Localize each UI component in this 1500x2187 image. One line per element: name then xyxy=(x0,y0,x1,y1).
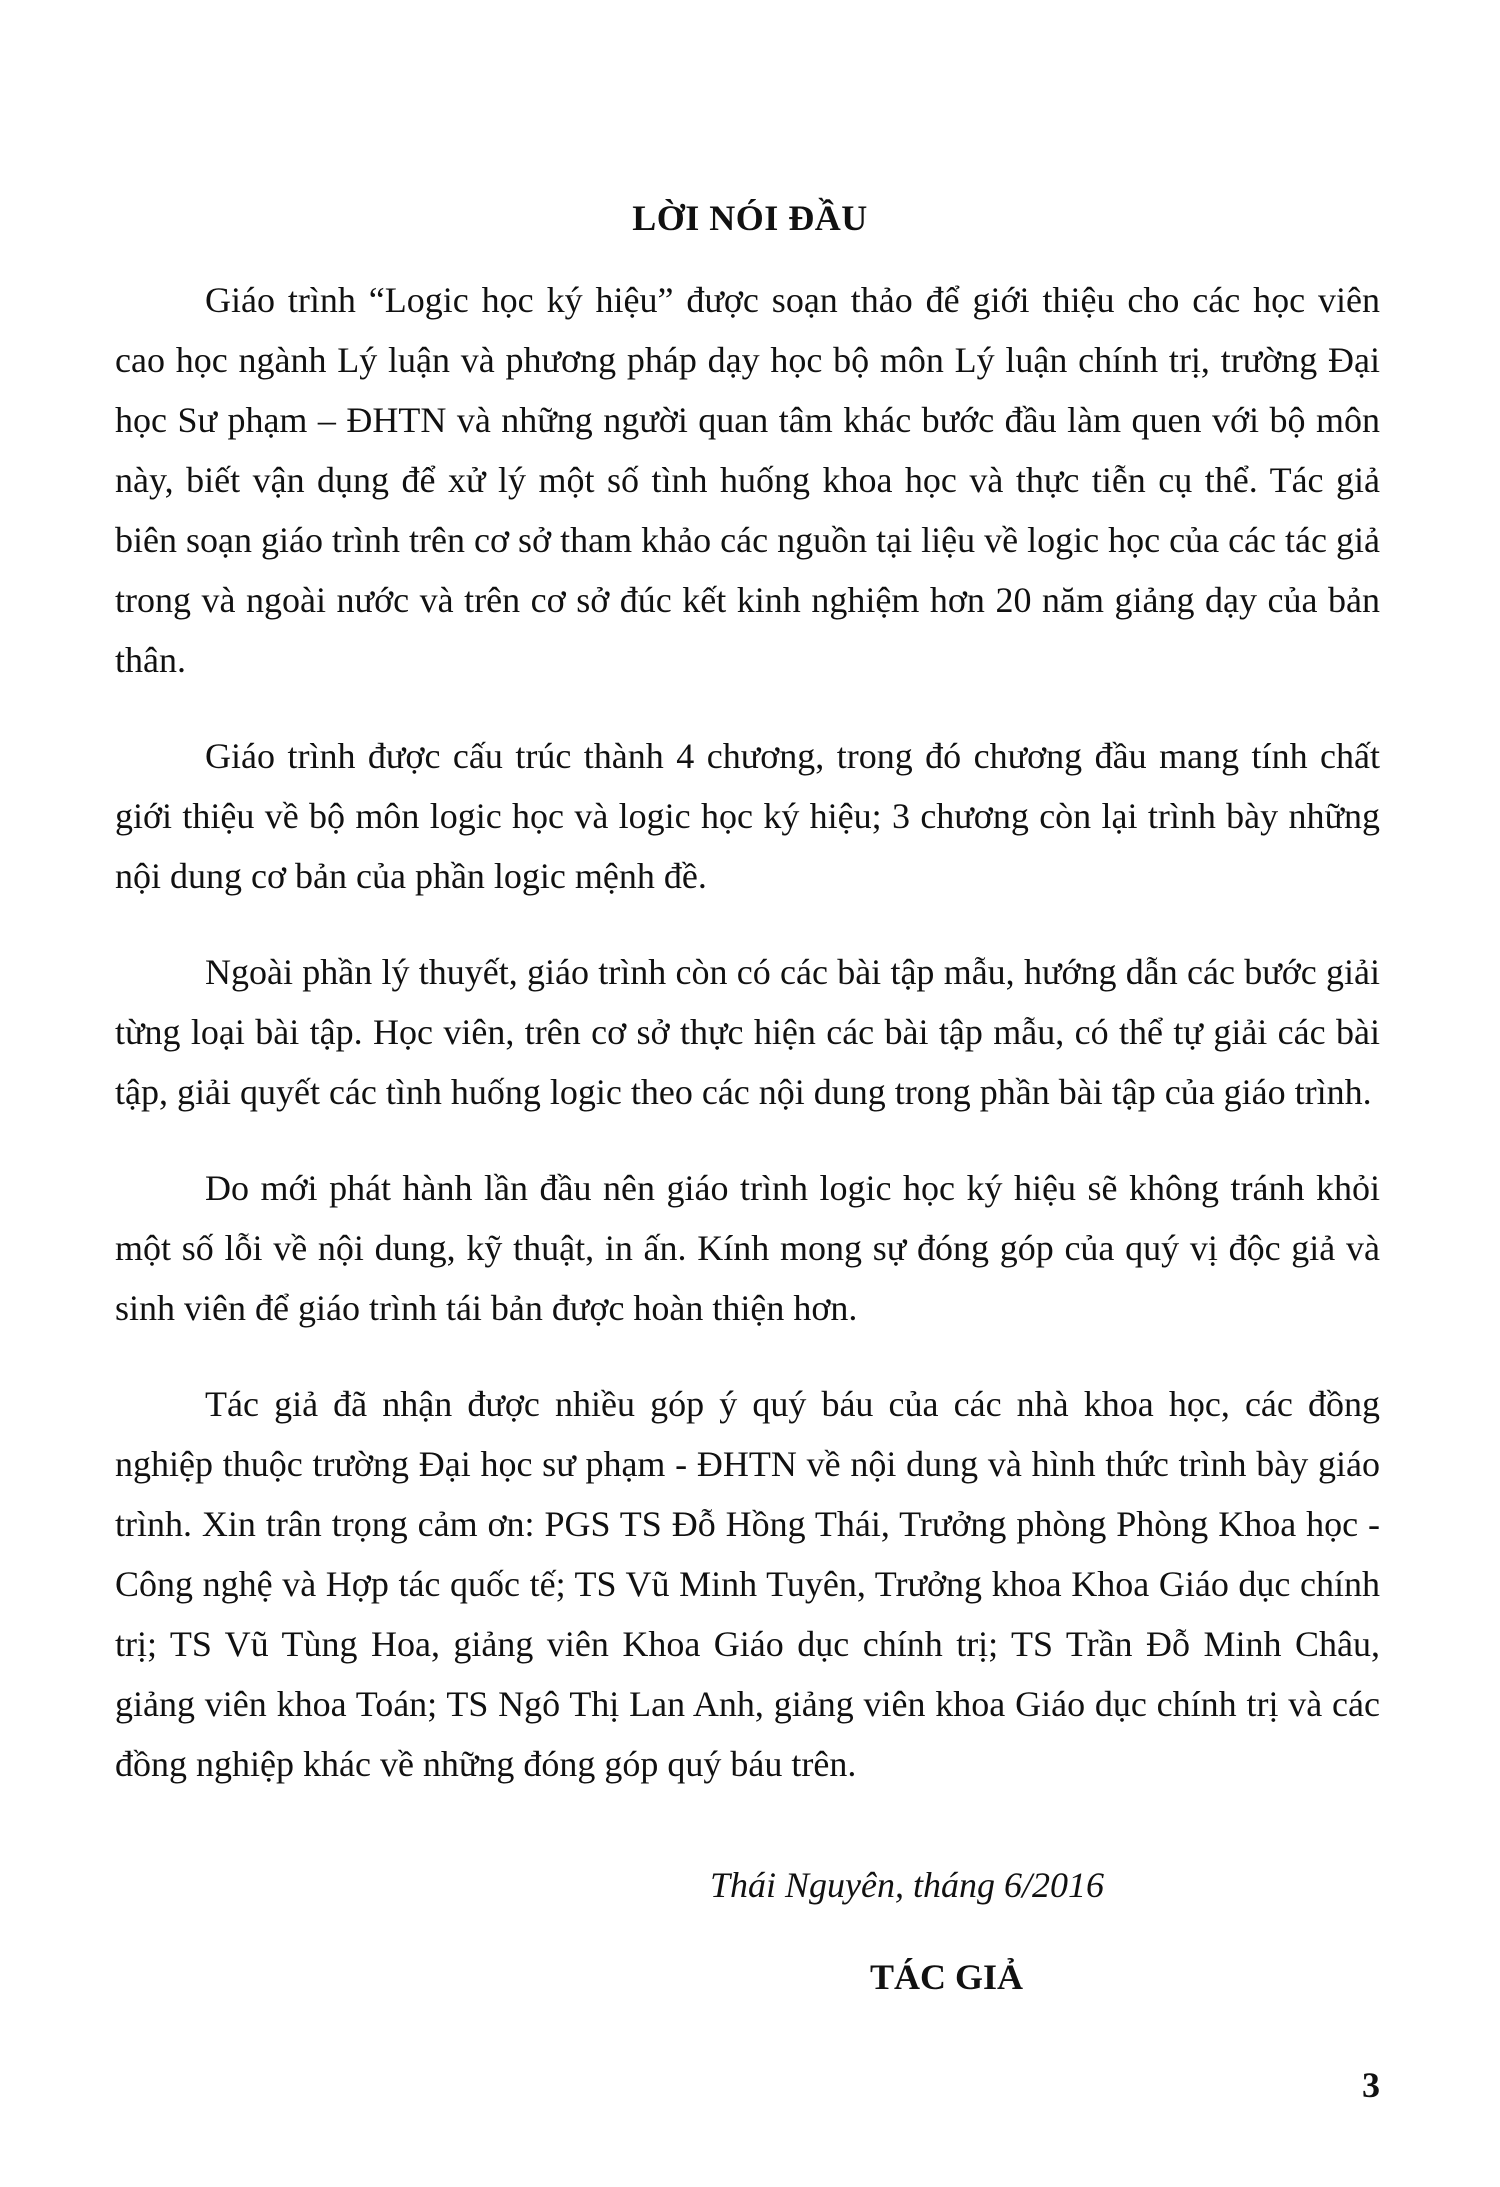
paragraph-4: Do mới phát hành lần đầu nên giáo trình logic học ký hiệu sẽ không tránh khỏi một số lỗi về nội dung, kỹ thuật, in ấn. Kính mong sự đóng góp của quý vị độc giả và sinh viên để giáo trình tái bản được hoàn thiện hơn. xyxy=(115,1168,1380,1328)
paragraph-1: Giáo trình “Logic học ký hiệu” được soạn thảo để giới thiệu cho các học viên cao học ngành Lý luận và phương pháp dạy học bộ môn Lý luận chính trị, trường Đại học Sư phạm – ĐHTN và những người quan tâm khác bước đầu làm quen với bộ môn này, biết vận dụng để xử lý một số tình huống khoa học và thực tiễn cụ thể. Tác giả biên soạn giáo trình trên cơ sở tham khảo các nguồn tại liệu về logic học của các tác giả trong và ngoài nước và trên cơ sở đúc kết kinh nghiệm hơn 20 năm giảng dạy của bản thân. xyxy=(115,280,1380,680)
page-number: 3 xyxy=(1362,2065,1380,2105)
signoff-place-date: Thái Nguyên, tháng 6/2016 xyxy=(710,1865,1104,1905)
body-text xyxy=(115,270,1380,1830)
paragraph-2: Giáo trình được cấu trúc thành 4 chương, trong đó chương đầu mang tính chất giới thiệu về bộ môn logic học và logic học ký hiệu; 3 chương còn lại trình bày những nội dung cơ bản của phần logic mệnh đề. xyxy=(115,736,1380,896)
page-title: LỜI NÓI ĐẦU xyxy=(632,198,868,238)
signoff-author: TÁC GIẢ xyxy=(870,1957,1024,1997)
paragraph-5: Tác giả đã nhận được nhiều góp ý quý báu của các nhà khoa học, các đồng nghiệp thuộc trường Đại học sư phạm - ĐHTN về nội dung và hình thức trình bày giáo trình. Xin trân trọng cảm ơn: PGS TS Đỗ Hồng Thái, Trưởng phòng Phòng Khoa học - Công nghệ và Hợp tác quốc tế; TS Vũ Minh Tuyên, Trưởng khoa Khoa Giáo dục chính trị; TS Vũ Tùng Hoa, giảng viên Khoa Giáo dục chính trị; TS Trần Đỗ Minh Châu, giảng viên khoa Toán; TS Ngô Thị Lan Anh, giảng viên khoa Giáo dục chính trị và các đồng nghiệp khác về những đóng góp quý báu trên. xyxy=(115,1384,1380,1784)
paragraph-3: Ngoài phần lý thuyết, giáo trình còn có các bài tập mẫu, hướng dẫn các bước giải từng loại bài tập. Học viên, trên cơ sở thực hiện các bài tập mẫu, có thể tự giải các bài tập, giải quyết các tình huống logic theo các nội dung trong phần bài tập của giáo trình. xyxy=(115,952,1380,1112)
